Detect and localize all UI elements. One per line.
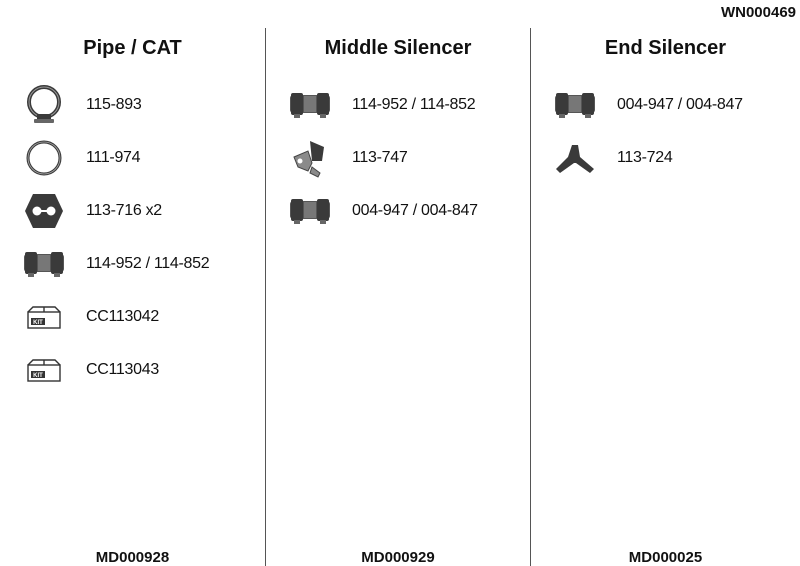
column-footer-code: MD000025 [628, 549, 703, 566]
sleeve-icon [288, 191, 332, 231]
part-item [266, 85, 475, 125]
part-code: 111-974 [86, 149, 141, 166]
column-title: End Silencer [604, 37, 727, 59]
part-code: CC113042 [86, 308, 159, 325]
part-item [266, 191, 478, 231]
bracket-mount-icon [288, 138, 332, 178]
sleeve-icon [22, 244, 66, 284]
column-2 [531, 0, 800, 566]
column-footer-code: MD000929 [361, 549, 435, 566]
part-code: 114-952 / 114-852 [352, 96, 476, 113]
sleeve-icon [288, 85, 332, 125]
part-code: 004-947 / 004-847 [617, 96, 743, 113]
part-code: 114-952 / 114-852 [86, 255, 210, 272]
part-code: 004-947 / 004-847 [352, 202, 478, 219]
kit-box-icon [22, 297, 66, 337]
part-item [0, 244, 209, 284]
column-title: Middle Silencer [324, 37, 472, 59]
part-item [531, 138, 672, 178]
ring-icon [22, 138, 66, 178]
svg-text:KIT: KIT [33, 373, 43, 379]
part-item [0, 138, 140, 178]
part-item [0, 350, 159, 390]
part-item [0, 85, 141, 125]
reference-number: WN000469 [720, 4, 796, 21]
part-code: 113-747 [352, 149, 408, 166]
part-code: CC113043 [86, 361, 159, 378]
clamp-icon [22, 85, 66, 125]
svg-text:KIT: KIT [33, 320, 43, 326]
column-1 [266, 0, 530, 566]
column-0 [0, 0, 265, 566]
part-item [0, 297, 159, 337]
column-footer-code: MD000928 [95, 549, 170, 566]
part-code: 115-893 [86, 96, 142, 113]
part-code: 113-724 [617, 149, 673, 166]
hanger-icon [553, 138, 597, 178]
part-code: 113-716 x2 [86, 202, 162, 219]
column-title: Pipe / CAT [83, 37, 182, 59]
kit-box-icon [22, 350, 66, 390]
rubber-mount-icon [22, 191, 66, 231]
part-item [531, 85, 743, 125]
part-item [0, 191, 162, 231]
part-item [266, 138, 407, 178]
sleeve-icon [553, 85, 597, 125]
